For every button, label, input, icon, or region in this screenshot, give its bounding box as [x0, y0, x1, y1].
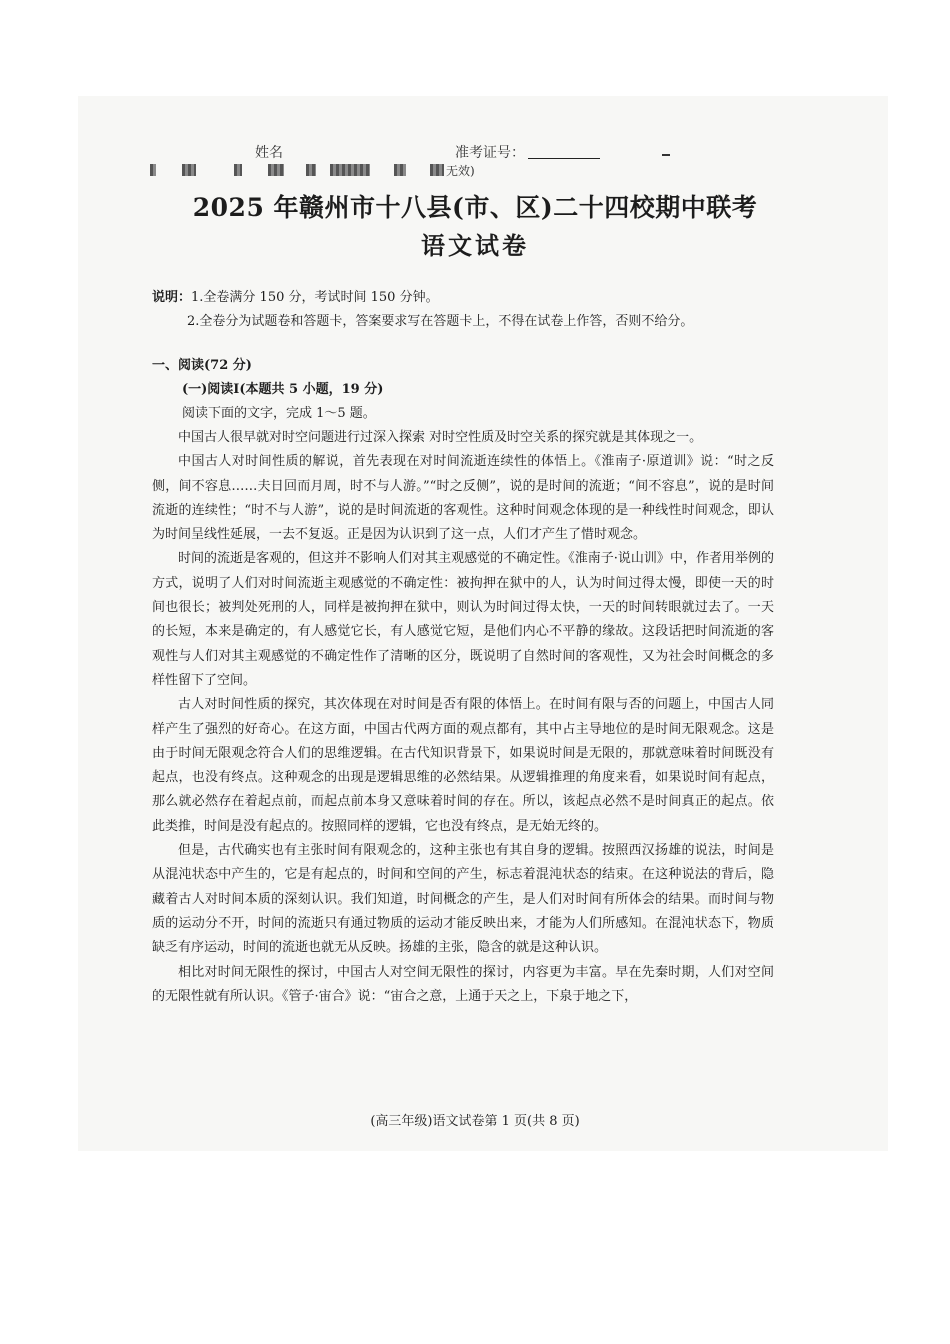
- candidate-info-strip: [150, 140, 690, 180]
- passage-paragraph: 相比对时间无限性的探讨，中国古人对空间无限性的探讨，内容更为丰富。早在先秦时期，人们对空间的无限性就有所认识。《管子·宙合》说：“宙合之意，上通于天之上，下泉于地之下，: [152, 964, 774, 1004]
- scan-mark: [662, 154, 670, 156]
- instructions: [152, 286, 792, 334]
- instructions-label: 说明：: [152, 290, 192, 305]
- redacted-area: [150, 164, 450, 178]
- redaction-block: [182, 164, 196, 176]
- passage-paragraph: 中国古人很早就对时空问题进行过深入探索 对时空性质及时空关系的探究就是其体现之一。: [178, 430, 703, 445]
- redaction-block: [150, 164, 156, 176]
- redaction-block: [430, 164, 444, 176]
- invalid-note: 无效): [446, 164, 475, 178]
- instruction-line-1: [152, 286, 792, 310]
- instruction-item-2: 2.全卷分为试题卷和答题卡，答案要求写在答题卡上，不得在试卷上作答，否则不给分。: [187, 314, 694, 329]
- sub-section-heading: (一)阅读Ⅰ(本题共 5 小题，19 分): [182, 382, 384, 397]
- instruction-item-1: 1.全卷满分 150 分，考试时间 150 分钟。: [191, 290, 439, 305]
- redaction-block: [306, 164, 316, 176]
- exam-number-label: 准考证号：: [455, 145, 525, 161]
- page-footer: (高三年级)语文试卷第 1 页(共 8 页): [370, 1114, 580, 1129]
- redaction-block: [394, 164, 406, 176]
- reading-passage: [152, 426, 774, 1009]
- exam-number-blank: [528, 158, 600, 159]
- section-heading: 一、阅读(72 分): [152, 358, 252, 373]
- redaction-block: [330, 164, 370, 176]
- passage-paragraph: 中国古人对时间性质的解说，首先表现在对时间流逝连续性的体悟上。《淮南子·原道训》说：“时之反侧，间不容息……夫日回而月周，时不与人游。”“时之反侧”，说的是时间的流逝；“间不容息”，说的是时间流逝的连续性；“时不与人游”，说的是时间流逝的客观性。这种时间观念体现的是一种线性时间观念，即认为时间呈线性延展，一去不复返。正是因为认识到了这一点，人们才产生了惜时观念。: [152, 454, 774, 543]
- redaction-block: [268, 164, 284, 176]
- redaction-block: [234, 164, 242, 176]
- reading-direction: 阅读下面的文字，完成 1～5 题。: [182, 406, 376, 421]
- exam-subtitle: 语文试卷: [421, 231, 529, 260]
- passage-paragraph: 古人对时间性质的探究，其次体现在对时间是否有限的体悟上。在时间有限与否的问题上，中国古人同样产生了强烈的好奇心。在这方面，中国古代两方面的观点都有，其中占主导地位的是时间无限观念。这是由于时间无限观念符合人们的思维逻辑。在古代知识背景下，如果说时间是无限的，那就意味着时间既没有起点，也没有终点。这种观念的出现是逻辑思维的必然结果。从逻辑推理的角度来看，如果说时间有起点，那么就必然存在着起点前，而起点前本身又意味着时间的存在。所以，该起点必然不是时间真正的起点。依此类推，时间是没有起点的。按照同样的逻辑，它也没有终点，是无始无终的。: [152, 697, 774, 834]
- name-label: 姓名: [255, 145, 283, 161]
- passage-paragraph: 时间的流逝是客观的，但这并不影响人们对其主观感觉的不确定性。《淮南子·说山训》中，作者用举例的方式，说明了人们对时间流逝主观感觉的不确定性：被拘押在狱中的人，认为时间过得太慢，即使一天的时间也很长；被判处死刑的人，同样是被拘押在狱中，则认为时间过得太快，一天的时间转眼就过去了。一天的长短，本来是确定的，有人感觉它长，有人感觉它短，是他们内心不平静的缘故。这段话把时间流逝的客观性与人们对其主观感觉的不确定性作了清晰的区分，既说明了自然时间的客观性，又为社会时间概念的多样性留下了空间。: [152, 551, 774, 688]
- exam-title: 2025 年赣州市十八县(市、区)二十四校期中联考: [192, 193, 758, 222]
- passage-paragraph: 但是，古代确实也有主张时间有限观念的，这种主张也有其自身的逻辑。按照西汉扬雄的说法，时间是从混沌状态中产生的，它是有起点的，时间和空间的产生，标志着混沌状态的结束。在这种说法的背后，隐藏着古人对时间本质的深刻认识。我们知道，时间概念的产生，是人们对时间有所体会的结果。而时间与物质的运动分不开，时间的流逝只有通过物质的运动才能反映出来，才能为人们所感知。在混沌状态下，物质缺乏有序运动，时间的流逝也就无从反映。扬雄的主张，隐含的就是这种认识。: [152, 843, 774, 956]
